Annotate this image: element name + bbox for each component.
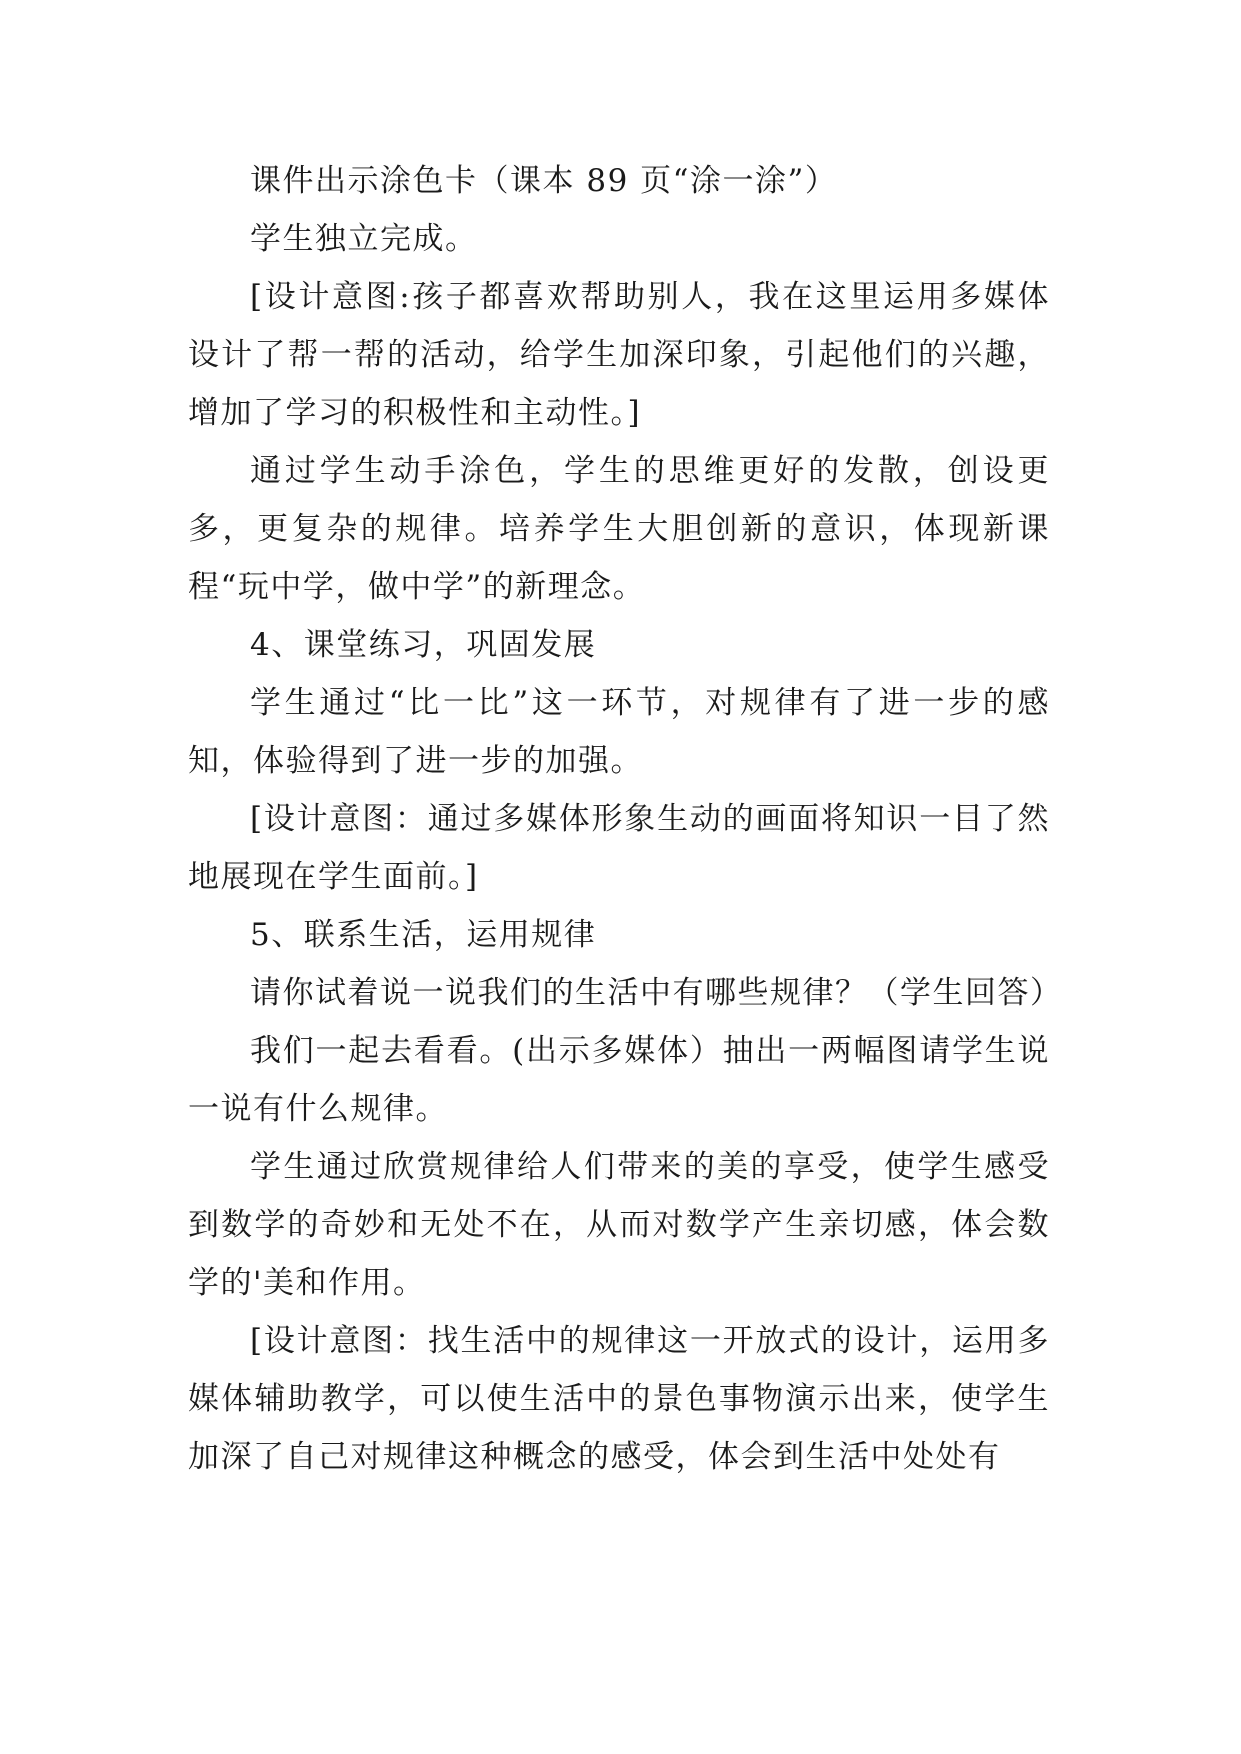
heading-connect-life: 5、联系生活，运用规律 — [250, 917, 597, 953]
paragraph-design-intent-help: [设计意图:孩子都喜欢帮助别人，我在这里运用多媒体设计了帮一帮的活动，给学生加深印象，引起他们的兴趣，增加了学习的积极性和主动性。] — [188, 279, 1050, 431]
paragraph-ask-life-patterns: 请你试着说一说我们的生活中有哪些规律？（学生回答） — [250, 975, 1063, 1011]
paragraph-appreciate-beauty: 学生通过欣赏规律给人们带来的美的享受，使学生感受到数学的奇妙和无处不在，从而对数学产生亲切感，体会数学的'美和作用。 — [188, 1149, 1050, 1301]
heading-classroom-practice: 4、课堂练习，巩固发展 — [250, 627, 597, 663]
paragraph-show-multimedia: 我们一起去看看。(出示多媒体）抽出一两幅图请学生说一说有什么规律。 — [188, 1033, 1050, 1127]
paragraph-coloring-divergent-thinking: 通过学生动手涂色，学生的思维更好的发散，创设更多，更复杂的规律。培养学生大胆创新的意识，体现新课程“玩中学，做中学”的新理念。 — [188, 453, 1050, 605]
paragraph-students-complete: 学生独立完成。 — [250, 221, 478, 257]
paragraph-compare-activity: 学生通过“比一比”这一环节，对规律有了进一步的感知，体验得到了进一步的加强。 — [188, 685, 1050, 779]
paragraph-design-intent-multimedia: [设计意图：通过多媒体形象生动的画面将知识一目了然地展现在学生面前。] — [188, 801, 1050, 895]
paragraph-courseware-coloring-card: 课件出示涂色卡（课本 89 页“涂一涂”） — [250, 163, 838, 199]
paragraph-design-intent-open: [设计意图：找生活中的规律这一开放式的设计，运用多媒体辅助教学，可以使生活中的景色事物演示出来，使学生加深了自己对规律这种概念的感受，体会到生活中处处有 — [188, 1323, 1050, 1475]
document-body — [188, 152, 1063, 1486]
